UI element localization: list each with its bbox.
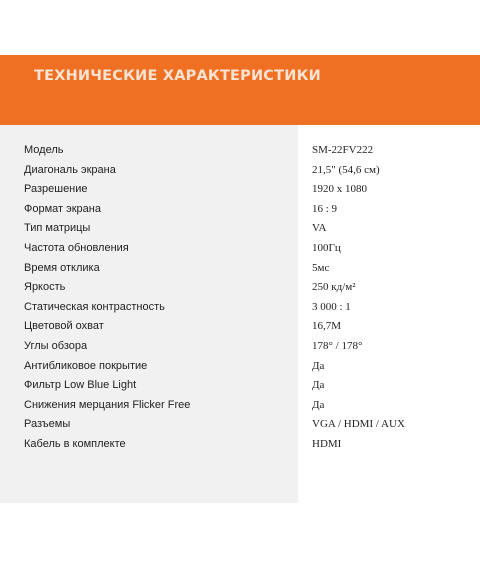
spec-label: Тип матрицы <box>24 222 91 235</box>
spec-label: Углы обзора <box>24 339 88 352</box>
spec-value: 1920 x 1080 <box>312 183 367 196</box>
spec-label: Фильтр Low Blue Light <box>24 379 137 392</box>
spec-value: 250 кд/м² <box>312 281 356 294</box>
spec-values-column <box>298 125 480 503</box>
spec-label: Модель <box>24 144 64 156</box>
spec-label: Цветовой охват <box>24 320 104 333</box>
spec-value: 16 : 9 <box>312 202 338 215</box>
header-band <box>0 55 480 125</box>
spec-label: Диагональ экрана <box>24 163 116 176</box>
spec-value: Да <box>312 398 325 411</box>
spec-value: VA <box>312 222 327 235</box>
spec-value: 3 000 : 1 <box>312 300 351 313</box>
spec-value: 21,5" (54,6 см) <box>312 163 380 176</box>
spec-table <box>0 125 480 503</box>
spec-label: Яркость <box>24 281 66 294</box>
spec-value: Да <box>312 359 325 372</box>
spec-label: Снижения мерцания Flicker Free <box>24 398 191 411</box>
spec-label: Частота обновления <box>24 241 129 254</box>
spec-value: HDMI <box>312 437 342 450</box>
spec-value: 178° / 178° <box>312 339 363 352</box>
spec-label: Формат экрана <box>24 202 101 215</box>
spec-label: Разъемы <box>24 418 71 431</box>
spec-label: Статическая контрастность <box>24 300 165 313</box>
spec-value: 16,7M <box>312 320 342 333</box>
spec-label: Антибликовое покрытие <box>24 359 148 372</box>
spec-value: VGA / HDMI / AUX <box>312 418 405 431</box>
page-title: ТЕХНИЧЕСКИЕ ХАРАКТЕРИСТИКИ <box>34 68 321 84</box>
spec-value: 5мс <box>312 261 330 274</box>
spec-value: SM-22FV222 <box>312 144 374 156</box>
spec-label: Разрешение <box>24 183 88 196</box>
spec-label: Кабель в комплекте <box>24 437 126 450</box>
spec-value: 100Гц <box>312 241 341 254</box>
spec-value: Да <box>312 379 325 392</box>
spec-label: Время отклика <box>24 261 100 274</box>
spec-labels-column <box>0 125 298 503</box>
